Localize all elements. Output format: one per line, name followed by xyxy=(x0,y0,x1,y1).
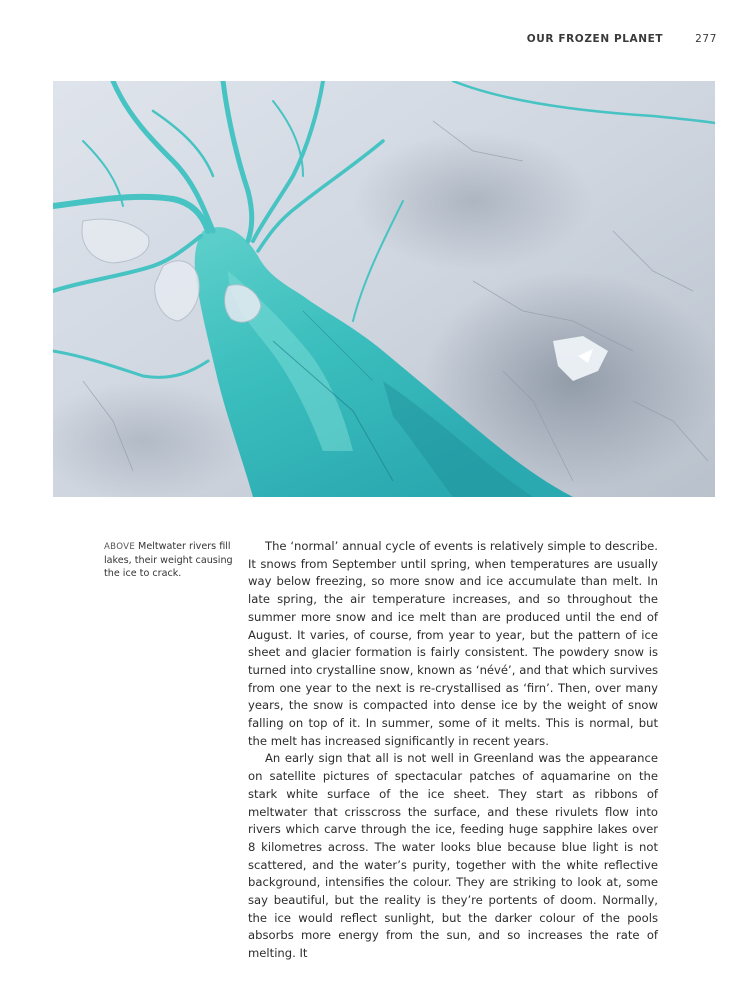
dark-ice-patch xyxy=(353,131,593,271)
ice-sheet-illustration xyxy=(53,81,715,497)
caption-text: Meltwater rivers fill lakes, their weight causing the ice to crack. xyxy=(104,541,233,579)
body-paragraph: The ‘normal’ annual cycle of events is relatively simple to describe. It snows from September until spring, when temperatures are usually way below freezing, so more snow and ice accumulate than melt. In late spring, the air temperature increases, and so throughout the summer more snow and ice melt than are produced until the end of August. It varies, of course, from year to year, but the pattern of ice sheet and glacier formation is fairly consistent. The powdery snow is turned into crystalline snow, known as ‘névé’, and that which survives from one year to the next is re-crystallised as ‘firn’. Then, over many years, the snow is compacted into dense ice by the weight of snow falling on top of it. In summer, some of it melts. This is normal, but the melt has increased significantly in recent years. xyxy=(248,539,658,748)
running-title: OUR FROZEN PLANET xyxy=(526,33,664,45)
page-number: 277 xyxy=(695,33,717,45)
photo-caption xyxy=(104,540,234,580)
caption-label: ABOVE xyxy=(104,542,136,552)
aerial-ice-photo xyxy=(53,81,715,497)
body-paragraph: An early sign that all is not well in Greenland was the appearance on satellite pictures of spectacular patches of aquamarine on the stark white surface of the ice sheet. They start as ribbons of meltwater that crisscross the surface, and these rivulets flow into rivers which carve through the ice, feeding huge sapphire lakes over 8 kilometres across. The water looks blue because blue light is not scattered, and the water’s purity, together with the white reflective background, intensifies the colour. They are striking to look at, some say beautiful, but the reality is they’re portents of doom. Normally, the ice would reflect sunlight, but the darker colour of the pools absorbs more energy from the sun, and so increases the rate of melting. It xyxy=(248,751,658,961)
article-body xyxy=(248,538,658,963)
running-head xyxy=(527,33,717,45)
